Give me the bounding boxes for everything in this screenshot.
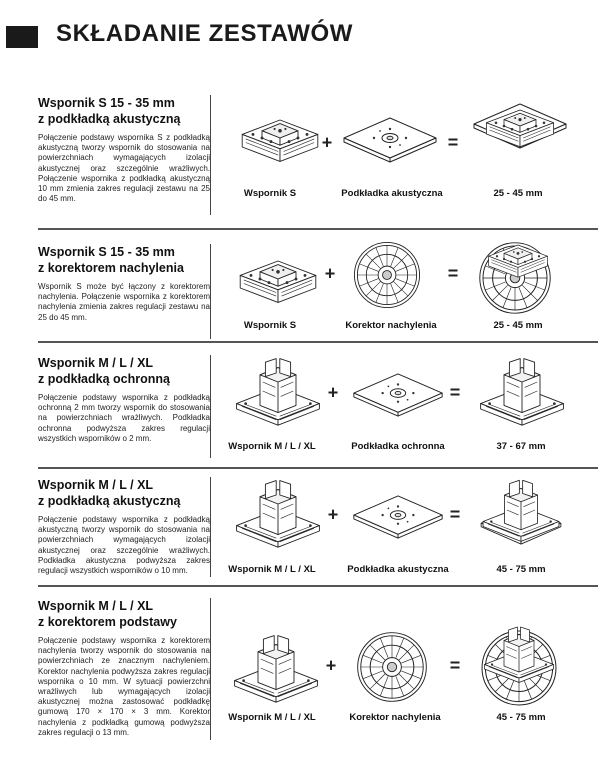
vertical-divider (210, 95, 211, 215)
section-description: Wspornik S może być łączony z korektorem nachylenia. Połączenie wspornika z korektorem nachylenia zmienia zakres regulacji zestawu na 25 do 45 mm. (38, 282, 210, 322)
result-caption: 45 - 75 mm (496, 712, 546, 723)
equals-sign: = (447, 263, 459, 284)
vertical-divider (210, 477, 211, 577)
result-assembly-image (477, 355, 567, 427)
vertical-divider (210, 598, 211, 740)
section-description: Połączenie podstawy wspornika z korektorem nachylenia tworzy wspornik do stosowania na powierzchniach ze znacznym nachyleniem. Korektor nachylenia podwyższa zakres regulacji wspornika o 10 mm. W sytuacji powierzchni wrażliwych lub wymagających izolacji akustycznej można zastosować podkładkę gumową 170 × 170 × 3 mm. Korektor nachylenia z podkładką gumową podwyższa zakres regulacji o 13 mm. (38, 636, 210, 737)
section-title: Wspornik M / L / XL z podkładką akustyczną (38, 478, 181, 508)
plus-sign: + (327, 382, 339, 403)
equals-sign: = (447, 132, 459, 153)
item1-caption: Wspornik S (243, 188, 297, 199)
section-divider (38, 341, 598, 343)
protective-pad-image (350, 365, 446, 425)
assembly-illustration (215, 240, 600, 340)
item2-caption: Podkładka ochronna (351, 441, 445, 452)
pedestal-mlxl-image (231, 632, 321, 704)
section-title: Wspornik M / L / XL z korektorem podstawy (38, 599, 177, 629)
item1-caption: Wspornik S (243, 320, 297, 331)
plus-sign: + (324, 263, 336, 284)
item1-caption: Wspornik M / L / XL (228, 564, 316, 575)
section-title: Wspornik S 15 - 35 mm z korektorem nachylenia (38, 245, 184, 275)
equals-sign: = (449, 655, 461, 676)
assembly-illustration (215, 355, 600, 460)
result-pedestal-image (479, 477, 563, 543)
pedestal-mlxl-image (233, 355, 323, 427)
assembly-illustration (215, 628, 600, 740)
section-divider (38, 228, 598, 230)
equals-sign: = (449, 382, 461, 403)
item1-caption: Wspornik M / L / XL (228, 712, 316, 723)
item2-caption: Korektor nachylenia (345, 320, 437, 331)
acoustic-pad-image (340, 109, 440, 171)
result-caption: 45 - 75 mm (496, 564, 546, 575)
result-caption: 25 - 45 mm (493, 320, 543, 331)
result-pedestal-image (481, 624, 557, 684)
section-title: Wspornik M / L / XL z podkładką ochronną (38, 356, 170, 386)
plus-sign: + (325, 655, 337, 676)
pedestal-mlxl-image (233, 477, 323, 549)
section-description: Połączenie podstawy wspornika z podkładką ochronną 2 mm tworzy wspornik do stosowania na powierzchniach wrażliwych. Podkładka ochronna podwyższa zakres regulacji wszystkich wsporników o 2 mm. (38, 393, 210, 443)
header-accent-bar (6, 26, 38, 48)
pedestal-s-image (235, 107, 325, 169)
section-description: Połączenie podstawy wspornika S z podkładką akustyczną tworzy wspornik do stosowania na powierzchniach wymagających izolacji akustycznej oraz szczególnie wrażliwych. Połączenie wspornika z podkładką akustyczną 10 mm zmienia zakres regulacji zestawu na 25 do 45 mm. (38, 133, 210, 204)
result-caption: 25 - 45 mm (493, 188, 543, 199)
section-divider (38, 467, 598, 469)
result-pedestal-image (483, 236, 553, 282)
assembly-illustration (215, 477, 600, 579)
plus-sign: + (321, 132, 333, 153)
page-title: SKŁADANIE ZESTAWÓW (56, 20, 354, 47)
item2-caption: Podkładka akustyczna (341, 188, 443, 199)
item2-caption: Korektor nachylenia (349, 712, 441, 723)
section-description: Połączenie podstawy wspornika z podkładką akustyczną tworzy wspornik do stosowania na powierzchniach wymagających izolacji akustycznej oraz szczególnie wrażliwych. Podkładka akustyczna podwyższa zakres regulacji wszystkich wsporników o 10 mm. (38, 515, 210, 576)
result-caption: 37 - 67 mm (496, 441, 546, 452)
pedestal-s-image (233, 248, 323, 310)
vertical-divider (210, 244, 211, 339)
acoustic-pad-image (350, 487, 446, 547)
leveler-disc-image (353, 628, 431, 706)
item1-caption: Wspornik M / L / XL (228, 441, 316, 452)
section-title: Wspornik S 15 - 35 mm z podkładką akustyczną (38, 96, 181, 126)
vertical-divider (210, 355, 211, 458)
plus-sign: + (327, 504, 339, 525)
assembly-illustration (215, 95, 600, 215)
item2-caption: Podkładka akustyczna (347, 564, 449, 575)
equals-sign: = (449, 504, 461, 525)
section-divider (38, 585, 598, 587)
leveler-disc-image (350, 238, 424, 312)
result-pedestal-image (480, 101, 560, 151)
